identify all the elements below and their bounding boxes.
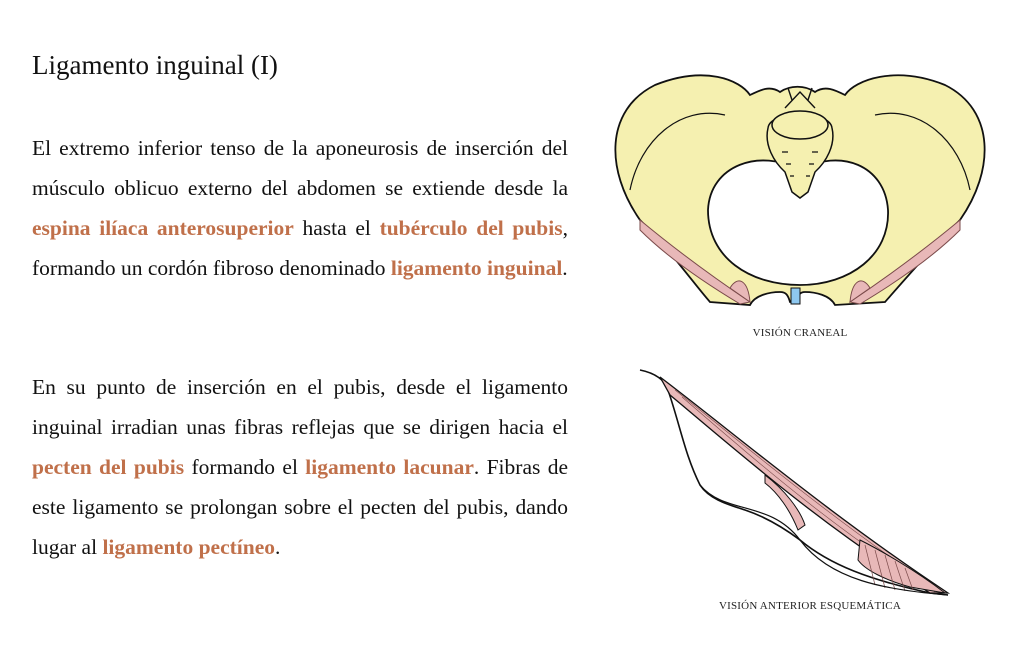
anterior-schematic-illustration — [630, 365, 970, 600]
pectineal-ligament — [858, 540, 945, 593]
text-segment: , formando un cordón fibroso denominado — [32, 216, 568, 280]
paragraph-inguinal-ligament — [32, 128, 568, 288]
sacral-promontory — [772, 111, 828, 139]
term-inguinal-ligament: ligamento inguinal — [390, 256, 563, 280]
cranial-view-caption: VISIÓN CRANEAL — [752, 327, 848, 339]
text-segment: . Fibras de este ligamento se prolongan sobre el pecten del pubis, dando lugar al — [32, 455, 568, 559]
pelvis-cranial-view-illustration — [600, 70, 1000, 310]
anterior-view-caption: VISIÓN ANTERIOR ESQUEMÁTICA — [718, 600, 901, 612]
term-pecten-pubis: pecten del pubis — [32, 455, 185, 479]
text-segment: . — [562, 256, 568, 280]
text-segment: hasta el — [293, 216, 380, 240]
text-segment: El extremo inferior tenso de la aponeurosis de inserción del músculo oblicuo externo del abdomen se extiende desde la — [32, 136, 568, 200]
text-segment: . — [275, 535, 281, 559]
text-segment: En su punto de inserción en el pubis, desde el ligamento inguinal irradian unas fibras reflejas que se dirigen hacia el — [32, 375, 568, 439]
page-title: Ligamento inguinal (I) — [32, 50, 278, 80]
inguinal-ligament-band — [660, 377, 948, 593]
term-pectineal-ligament: ligamento pectíneo — [102, 535, 276, 559]
term-lacunar-ligament: ligamento lacunar — [305, 455, 474, 479]
text-segment: formando el — [184, 455, 306, 479]
paragraph-lacunar-ligament — [32, 367, 568, 567]
term-pubic-tubercle: tubérculo del pubis — [379, 216, 563, 240]
term-anterior-superior-iliac-spine: espina ilíaca anterosuperior — [32, 216, 294, 240]
pubic-symphysis — [791, 288, 800, 304]
